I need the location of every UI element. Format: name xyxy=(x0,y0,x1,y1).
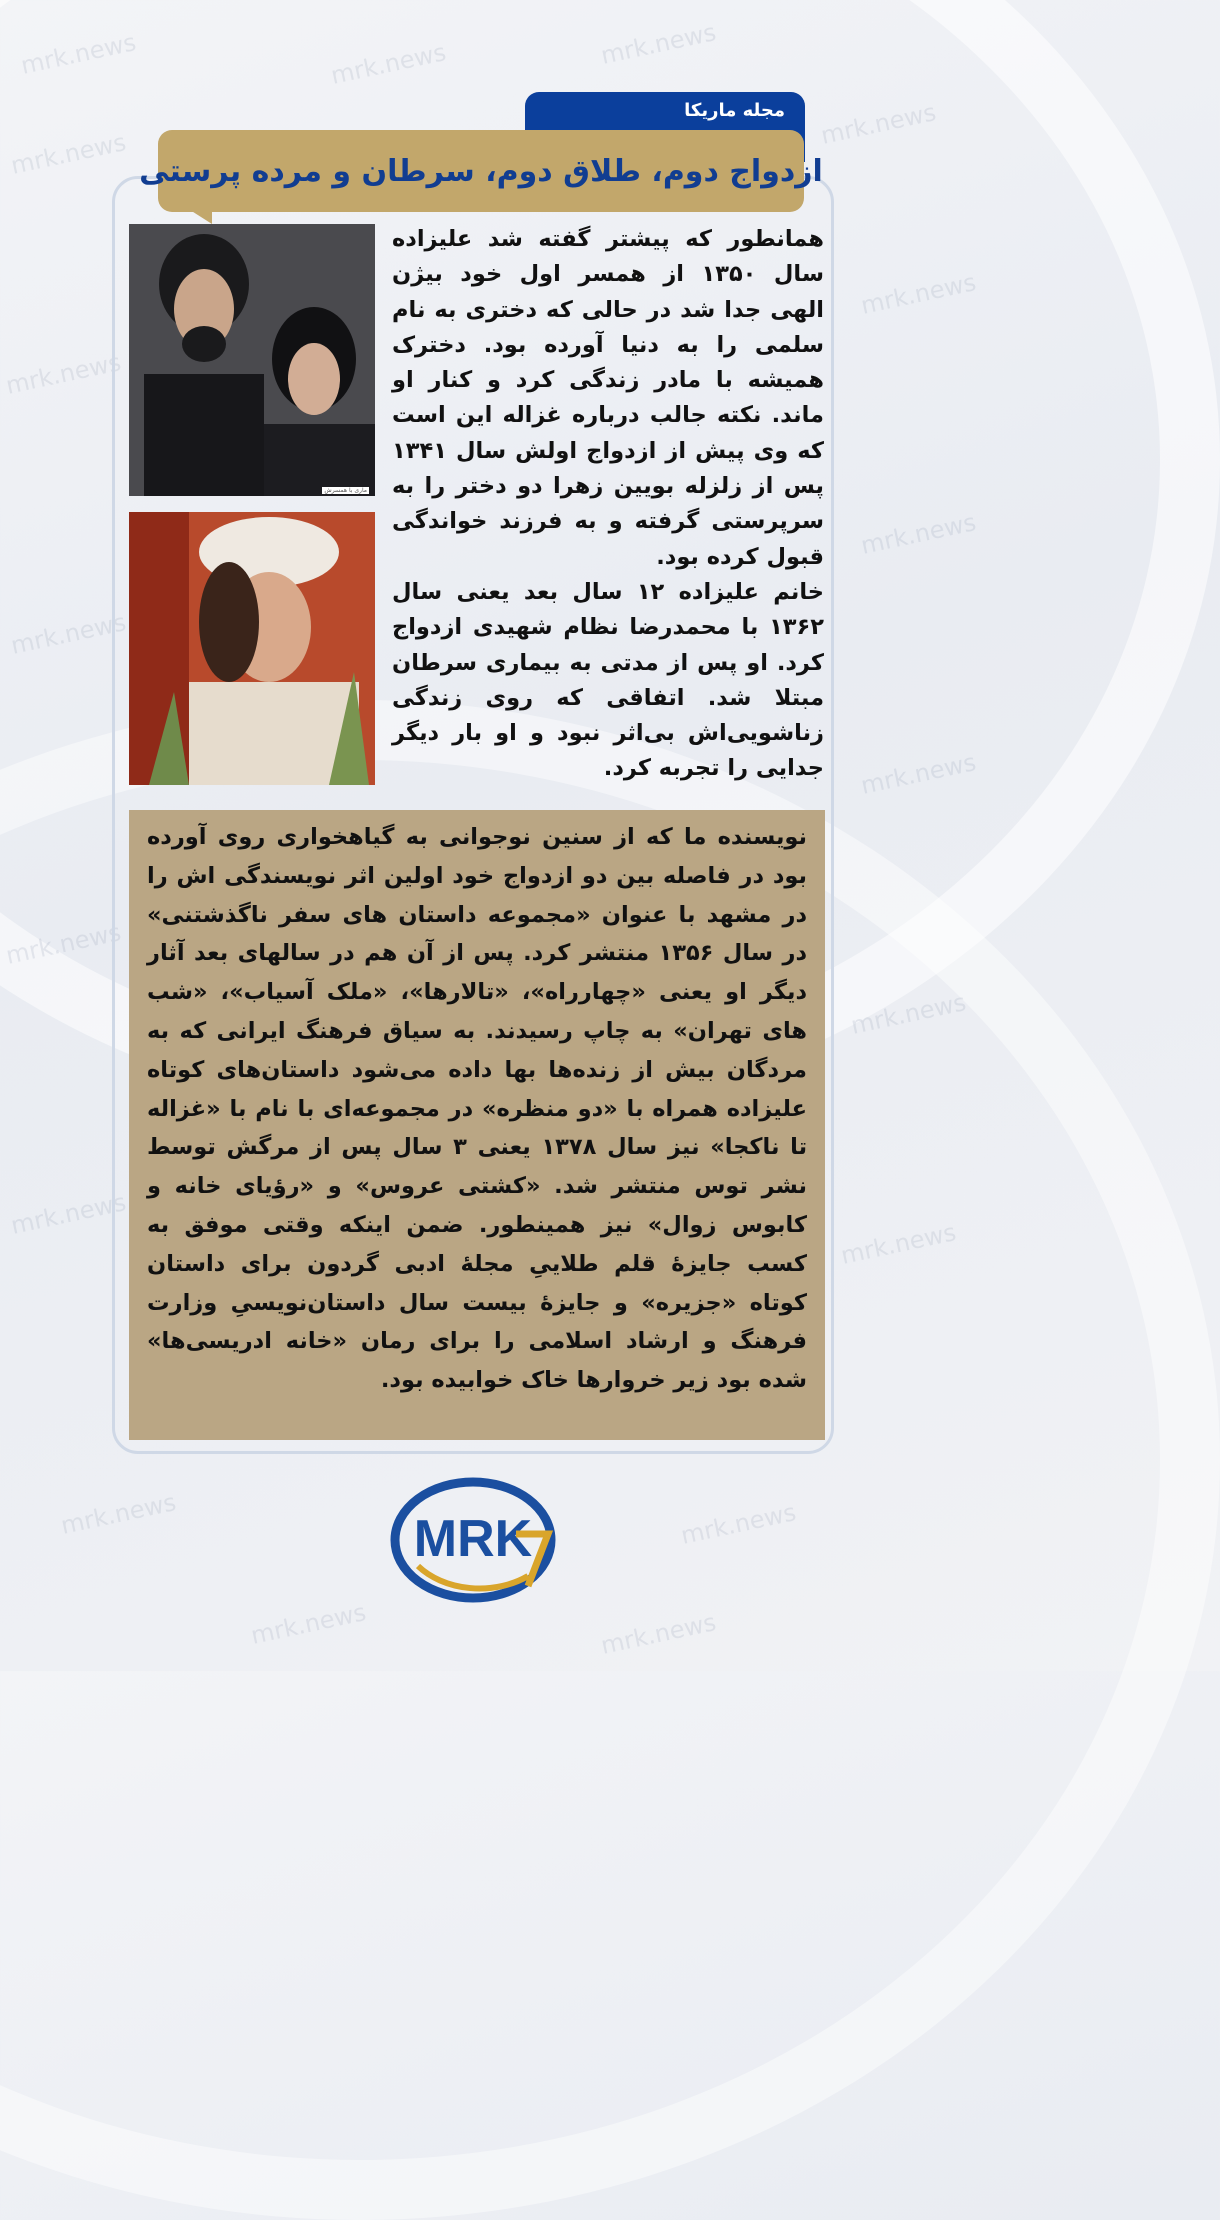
watermark-background: mrk.news mrk.news mrk.news mrk.news mrk.news mrk.news mrk.news mrk.news mrk.news mrk.news mrk.news mrk.news mrk.news mrk.news mrk.news mrk.news mrk.news mrk.news xyxy=(0,0,945,1671)
portrait-photo-illustration xyxy=(129,512,375,785)
portrait-photo xyxy=(129,512,375,785)
magazine-label: مجله ماریکا xyxy=(684,100,785,121)
headline-banner xyxy=(139,130,823,212)
paragraph-2: خانم علیزاده ۱۲ سال بعد یعنی سال ۱۳۶۲ با محمدرضا نظام شهیدی ازدواج کرد. او پس از مدتی به بیماری سرطان مبتلا شد. اتفاقی که روی زندگی زناشویی‌اش بی‌اثر نبود و او بار دیگر جدایی را تجربه کرد. xyxy=(392,578,824,782)
article-body xyxy=(392,222,824,787)
couple-photo-illustration xyxy=(129,224,375,496)
highlight-box xyxy=(129,810,825,1440)
logo-text: MRK xyxy=(413,1510,533,1568)
paragraph-1: همانطور که پیشتر گفته شد علیزاده سال ۱۳۵۰ از همسر اول خود بیژن الهی جدا شد در حالی که دختری به نام سلمی را به دنیا آورده بود. دخترک همیشه با مادر زندگی کرد و کنار او ماند. نکته جالب درباره غزاله این است که وی پیش از ازدواج اولش سال ۱۳۴۱ پس از زلزله بویین زهرا دو دختر را به سرپرستی گرفته و به فرزند خواندگی قبول کرده بود. xyxy=(392,226,824,570)
mrk-logo-icon xyxy=(388,1476,558,1604)
highlight-box-text: نویسنده ما که از سنین نوجوانی به گیاهخواری روی آورده بود در فاصله بین دو ازدواج خود اولین اثر نویسندگی اش را در مشهد با عنوان «مجموعه داستان های سفر ناگذشتنی» در سال ۱۳۵۶ منتشر کرد. پس از آن هم در سالهای بعد آثار دیگر او یعنی «چهارراه»، «تالارها»، «ملک آسیاب»، «شب های تهران» به چاپ رسیدند. به سیاق فرهنگ ایرانی که به مردگان بیش از زنده‌ها بها داده می‌شود داستان‌های کوتاه علیزاده همراه با «دو منظره» در مجموعه‌ای با نام با «غزاله تا ناکجا» نیز سال ۱۳۷۸ یعنی ۳ سال پس از مرگش توسط نشر توس منتشر شد. «کشتی عروس» و «رؤیای خانه و کابوس زوال» نیز همینطور. ضمن اینکه وقتی موفق به کسب جایزهٔ قلم طلاییِ مجلهٔ ادبی گردون برای داستان کوتاه «جزیره» و جایزهٔ بیست سال داستان‌نویسیِ وزارت فرهنگ و ارشاد اسلامی را برای رمان «خانه ادریسی‌ها» شده بود زیر خروارها خاک خوابیده بود. xyxy=(147,824,808,1394)
photo-caption: ماری با همسرش xyxy=(324,487,367,494)
couple-photo xyxy=(129,224,375,496)
headline: ازدواج دوم، طلاق دوم، سرطان و مرده پرستی xyxy=(139,153,823,189)
headline-tail xyxy=(190,210,212,224)
mrk-logo xyxy=(388,1476,558,1604)
